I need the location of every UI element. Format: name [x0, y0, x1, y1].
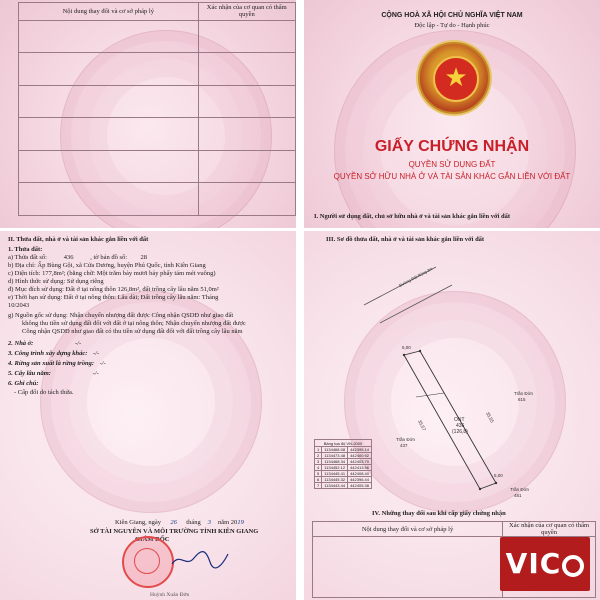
usage-term-label: e) Thời hạn sử dụng: [8, 294, 63, 301]
land-parcel-line [8, 254, 159, 262]
forest-value: -/- [99, 360, 106, 367]
changes-table-top [18, 2, 296, 216]
table-cell [19, 53, 199, 86]
area-value: 177,8m²; (bằng chữ: Một trăm bảy mươi bảy phẩy tám mét vuông) [42, 270, 216, 277]
national-emblem-icon: ★ [418, 42, 490, 114]
parcel-number: 436 [63, 254, 74, 261]
coordinates-cell: 1134473.48 [322, 453, 348, 459]
coordinates-cell: 1134468.08 [322, 447, 348, 453]
usage-purpose-value: Đất ở tại nông thôn 126,8m², đất trồng cây lâu năm 51,0m² [65, 286, 219, 293]
table-cell [198, 53, 295, 86]
table-cell [19, 150, 199, 183]
certificate-back-cover [0, 0, 297, 228]
coordinates-cell: 1134445.41 [322, 471, 348, 477]
certificate-subtitle-2: QUYỀN SỞ HỮU NHÀ Ở VÀ TÀI SẢN KHÁC GẮN LIỀN VỚI ĐẤT [333, 172, 571, 181]
forest-label: 4. Rừng sản xuất là rừng trồng: [8, 360, 94, 367]
plot-type-label: ONT [454, 417, 465, 423]
coordinates-cell: 1134445.32 [322, 477, 348, 483]
usage-term-value: Đất ở tại nông thôn: Lâu dài; Đất trồng cây lâu năm: Tháng [63, 294, 219, 301]
other-construction-label: 3. Công trình xây dựng khác: [8, 350, 88, 357]
coordinates-cell: 1134452.12 [322, 465, 348, 471]
country-name: CỘNG HOÀ XÃ HỘI CHỦ NGHĨA VIỆT NAM [381, 12, 523, 19]
section-1-heading: I. Người sử dụng đất, chủ sở hữu nhà ở và tài sản khác gắn liền với đất [314, 213, 511, 220]
coordinates-cell: 6 [315, 477, 322, 483]
coordinates-table [314, 439, 372, 489]
area-label: c) Diện tích: [8, 270, 41, 277]
signer-role: GIÁM ĐỐC [135, 536, 170, 543]
side-dimension-label-2: 35,55 [485, 411, 495, 424]
coordinates-cell: 442405.38 [348, 483, 372, 489]
coordinates-row [315, 483, 372, 489]
top-dimension-label: 5,00 [402, 345, 411, 350]
land-area-line [8, 270, 216, 278]
notes-value: - Cấp đổi do tách thửa. [14, 389, 74, 396]
certificate-subtitle-1: QUYỀN SỬ DỤNG ĐẤT [408, 160, 496, 169]
usage-form-label: d) Hình thức sử dụng: [8, 278, 66, 285]
table-cell [19, 20, 199, 53]
origin-line-3: Công nhận QSDĐ như giao đất có thu tiền sử dụng đất đối với đất trồng cây lâu năm [22, 328, 243, 335]
plot-area-label: (126,8) [452, 429, 468, 435]
signing-year-label: năm 20 [217, 519, 238, 526]
usage-purpose-line [8, 286, 219, 294]
parcel-label: a) Thửa đất số: [8, 254, 47, 261]
changes-col2-header: Xác nhận của cơ quan có thẩm quyền [198, 3, 295, 21]
signer-name: Huỳnh Xuân Đởn [150, 592, 190, 598]
coordinates-cell: 1134468.34 [322, 459, 348, 465]
signing-year: 19 [237, 519, 244, 526]
map-sheet-number: 28 [140, 254, 147, 261]
neighbor-2-name: Trần Đởn [396, 437, 416, 442]
signing-day: 26 [170, 519, 177, 526]
side-dimension-label: 35,57 [417, 419, 427, 432]
neighbor-3-plot: 481 [514, 493, 522, 498]
usage-form-line [8, 278, 104, 286]
table-cell [198, 85, 295, 118]
official-stamp-icon [122, 536, 174, 588]
road-label: Đường Đất Rộng 3m [398, 265, 434, 288]
table-cell [198, 150, 295, 183]
certificate-title: GIẤY CHỨNG NHẬN [374, 138, 530, 155]
signing-date [115, 519, 244, 527]
section-3-heading: III. Sơ đồ thửa đất, nhà ở và tài sản khác gắn liền với đất [326, 236, 485, 243]
origin-line-1: g) Nguồn gốc sử dụng: Nhận chuyển nhượng đất được Công nhận QSDĐ như giao đất [8, 312, 234, 319]
forest-line [8, 360, 106, 368]
coordinates-cell: 442395.14 [348, 447, 372, 453]
table-cell [198, 118, 295, 151]
page-gutter [296, 0, 304, 600]
neighbor-2-plot: 437 [400, 443, 408, 448]
table-cell [19, 118, 199, 151]
table-cell [198, 183, 295, 216]
other-construction-line [8, 350, 99, 358]
origin-line-2: không thu tiền sử dụng đất đối với đất ở tại nông thôn; Nhận chuyển nhượng đất được [22, 320, 246, 327]
neighbor-3-name: Trần Đởn [510, 487, 530, 492]
changes-col2-header: Xác nhận của cơ quan có thẩm quyền [503, 522, 596, 537]
house-label: 2. Nhà ở: [8, 340, 34, 347]
changes-col1-header: Nội dung thay đổi và cơ sở pháp lý [313, 522, 503, 537]
plot-number-label: 436 [456, 423, 465, 429]
vico-logo: VIC [500, 537, 590, 591]
coordinates-table-header: Bảng tọa độ VN-2000 [315, 440, 372, 447]
usage-term-line [8, 294, 218, 302]
land-address: b) Địa chỉ: Ấp Bùng Gội, xã Cửa Dương, huyện Phú Quốc, tỉnh Kiên Giang [8, 262, 206, 269]
coordinates-cell: 442408.40 [348, 471, 372, 477]
table-cell [313, 537, 503, 598]
perennial-line [8, 370, 99, 378]
map-sheet-label: , tờ bản đồ số: [90, 254, 128, 261]
coordinates-cell: 442400.92 [348, 453, 372, 459]
usage-term-value-2: 10/2043 [8, 302, 30, 309]
coordinates-cell: 1134443.44 [322, 483, 348, 489]
signing-month-label: tháng [186, 519, 201, 526]
signature-icon [170, 548, 230, 570]
usage-purpose-label: đ) Mục đích sử dụng: [8, 286, 64, 293]
signing-month: 3 [207, 519, 211, 526]
national-motto: Độc lập - Tự do - Hạnh phúc [414, 22, 490, 29]
issuing-agency: SỞ TÀI NGUYÊN VÀ MÔI TRƯỜNG TỈNH KIÊN GIANG [90, 528, 259, 535]
coordinates-cell: 442413.56 [348, 465, 372, 471]
table-cell [19, 85, 199, 118]
coordinates-cell: 5 [315, 471, 322, 477]
coordinates-cell: 442396.44 [348, 477, 372, 483]
bottom-dimension-label: 5,00 [494, 473, 503, 478]
other-construction-value: -/- [93, 350, 100, 357]
coordinates-cell: 1 [315, 447, 322, 453]
house-value: -/- [74, 340, 82, 347]
land-heading: 1. Thửa đất: [8, 246, 43, 253]
neighbor-1-name: Trần Đởn [514, 391, 534, 396]
perennial-value: -/- [92, 370, 99, 377]
coordinates-cell: 4 [315, 465, 322, 471]
signing-place: Kiên Giang, ngày [115, 519, 162, 526]
coordinates-cell: 2 [315, 453, 322, 459]
coordinates-cell: 7 [315, 483, 322, 489]
certificate-cover [304, 0, 600, 228]
section-4-heading: IV. Những thay đổi sau khi cấp giấy chứng nhận [372, 510, 506, 517]
section-2-heading: II. Thửa đất, nhà ở và tài sản khác gắn liền với đất [8, 236, 149, 243]
house-line [8, 340, 81, 348]
neighbor-1-plot: 815 [518, 397, 526, 402]
notes-label: 6. Ghi chú: [8, 380, 39, 387]
table-cell [19, 183, 199, 216]
perennial-label: 5. Cây lâu năm: [8, 370, 51, 377]
usage-form-value: Sử dụng riêng [66, 278, 104, 285]
coordinates-cell: 3 [315, 459, 322, 465]
coordinates-cell: 442403.70 [348, 459, 372, 465]
table-cell [198, 20, 295, 53]
changes-col1-header: Nội dung thay đổi và cơ sở pháp lý [19, 3, 199, 21]
